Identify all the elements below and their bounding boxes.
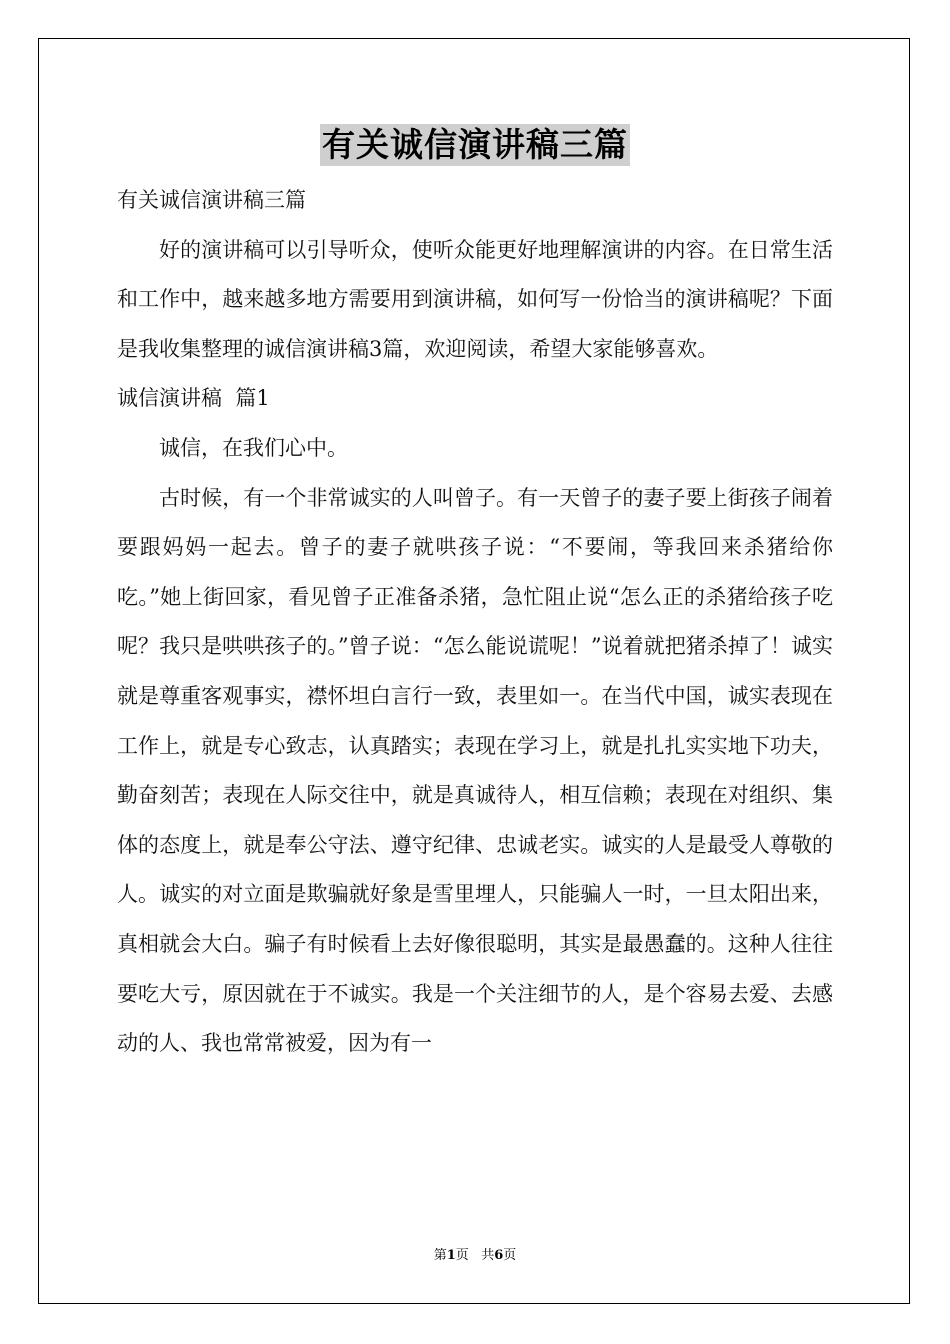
body-paragraph-2: 古时候，有一个非常诚实的人叫曾子。有一天曾子的妻子要上街孩子闹着要跟妈妈一起去。曾子的妻子就哄孩子说：“不要闹，等我回来杀猪给你吃。”她上街回家，看见曾子正准备杀猪，急忙阻止说“怎么正的杀猪给孩子吃呢？我只是哄哄孩子的。”曾子说：“怎么能说谎呢！”说着就把猪杀掉了！诚实就是尊重客观事实，襟怀坦白言行一致，表里如一。在当代中国，诚实表现在工作上，就是专心致志，认真踏实；表现在学习上，就是扎扎实实地下功夫，勤奋刻苦；表现在人际交往中，就是真诚待人，相互信赖；表现在对组织、集体的态度上，就是奉公守法、遵守纪律、忠诚老实。诚实的人是最受人尊敬的人。诚实的对立面是欺骗就好象是雪里埋人，只能骗人一时，一旦太阳出来，真相就会大白。骗子有时候看上去好像很聪明，其实是最愚蠢的。这种人往往要吃大亏，原因就在于不诚实。我是一个关注细节的人，是个容易去爱、去感动的人、我也常常被爱，因为有一 <box>117 485 833 1056</box>
page-prefix: 第 <box>433 1248 447 1263</box>
subtitle: 有关诚信演讲稿三篇 <box>117 188 306 212</box>
section-heading: 诚信演讲稿 篇1 <box>117 386 270 411</box>
intro-paragraph: 好的演讲稿可以引导听众，使听众能更好地理解演讲的内容。在日常生活和工作中，越来越多地方需要用到演讲稿，如何写一份恰当的演讲稿呢？下面是我收集整理的诚信演讲稿3篇，欢迎阅读，希望大家能够喜欢。 <box>117 237 833 361</box>
page-title: 有关诚信演讲稿三篇 <box>322 125 628 164</box>
body-paragraph-1: 诚信，在我们心中。 <box>159 435 348 460</box>
total-suffix: 页 <box>503 1248 517 1263</box>
page-number: 1 <box>446 1248 456 1263</box>
total-pages: 6 <box>494 1248 504 1263</box>
total-prefix: 共 <box>481 1248 495 1263</box>
document-body <box>117 176 833 1069</box>
title-container <box>0 124 950 166</box>
page-footer <box>0 1244 950 1263</box>
page-suffix: 页 <box>455 1248 469 1263</box>
